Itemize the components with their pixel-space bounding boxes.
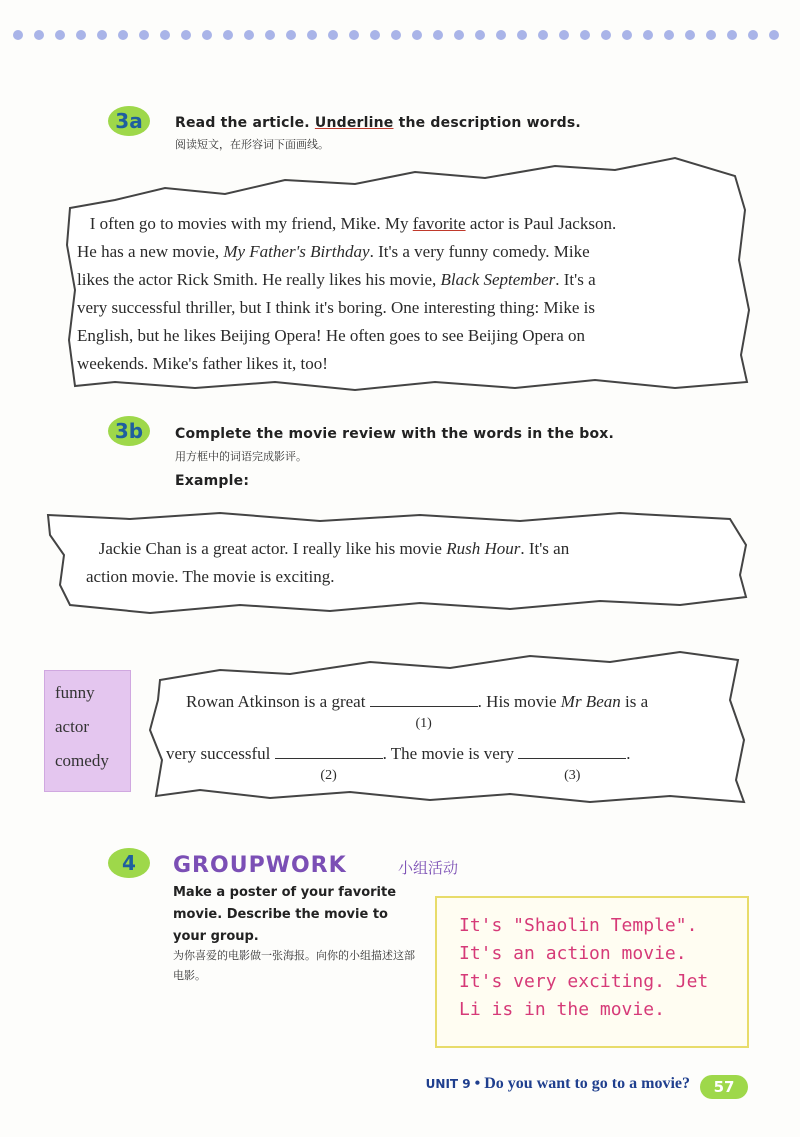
decorative-dot-border [10,28,790,42]
review-line-1-a: Rowan Atkinson is a great [186,692,370,711]
example-text [86,535,746,591]
instruction-3a [175,115,581,131]
decorative-dot [517,30,527,40]
example-line-2: action movie. The movie is exciting. [86,567,335,586]
decorative-dot [706,30,716,40]
movie-title-rush-hour: Rush Hour [446,539,521,558]
article-line-5: English, but he likes Beijing Opera! He often goes to see Beijing Opera on [77,326,585,345]
groupwork-title: GROUPWORK [173,853,347,878]
blank-1[interactable] [370,690,478,731]
decorative-dot [181,30,191,40]
decorative-dot [664,30,674,40]
review-line-1-b: . His movie [477,692,561,711]
decorative-dot [307,30,317,40]
decorative-dot [601,30,611,40]
decorative-dot [34,30,44,40]
decorative-dot [412,30,422,40]
groupwork-description-cn: 为你喜爱的电影做一张海报。向你的小组描述这部电影。 [173,949,415,982]
word-box-item-funny: funny [55,683,95,702]
decorative-dot [769,30,779,40]
decorative-dot [265,30,275,40]
decorative-dot [13,30,23,40]
article-line-2 [77,238,742,266]
instruction-3a-before: Read the article. [175,115,315,131]
article-line-3-a: likes the actor Rick Smith. He really likes his movie, [77,270,441,289]
decorative-dot [433,30,443,40]
example-paper [40,505,760,630]
review-line-2-b: . The movie is very [382,744,519,763]
blank-3-number: (3) [564,768,581,783]
decorative-dot [328,30,338,40]
decorative-dot [622,30,632,40]
exercise-badge-4: 4 [108,848,150,878]
decorative-dot [97,30,107,40]
article-text [77,210,742,378]
decorative-dot [244,30,254,40]
instruction-3b-cn: 用方框中的词语完成影评。 [175,450,307,463]
article-line-3-b: . It's a [555,270,596,289]
instruction-3a-cn: 阅读短文，在形容词下面画线。 [175,138,329,151]
article-line-6: weekends. Mike's father likes it, too! [77,354,328,373]
word-box [44,670,131,792]
poster-example [435,896,749,1048]
article-line-1-a: I often go to movies with my friend, Mike. My [89,214,413,233]
instruction-3b: Complete the movie review with the words in the box. [175,426,615,442]
footer-title: Do you want to go to a movie? [484,1075,690,1092]
example-label: Example: [175,473,250,489]
review-line-1 [186,688,746,731]
article-line-1-b: actor is Paul Jackson. [465,214,617,233]
word-box-item-comedy: comedy [55,751,109,770]
blank-2-number: (2) [320,768,337,783]
poster-text: It's "Shaolin Temple". It's an action movie. It's very exciting. Jet Li is in the movie. [459,915,709,1020]
decorative-dot [139,30,149,40]
blank-3[interactable] [518,742,626,783]
decorative-dot [118,30,128,40]
decorative-dot [727,30,737,40]
decorative-dot [685,30,695,40]
instruction-3a-after: the description words. [393,115,581,131]
footer-running-title [426,1075,690,1093]
decorative-dot [202,30,212,40]
article-line-2-a: He has a new movie, [77,242,224,261]
article-line-2-b: . It's a very funny comedy. Mike [369,242,590,261]
decorative-dot [55,30,65,40]
decorative-dot [748,30,758,40]
review-line-1-c: is a [620,692,649,711]
decorative-dot [391,30,401,40]
article-line-1 [77,210,742,238]
article-paper [55,150,755,395]
review-line-2-a: very successful [166,744,275,763]
decorative-dot [475,30,485,40]
decorative-dot [160,30,170,40]
footer-bullet: • [474,1075,481,1092]
underlined-word-favorite: favorite [412,214,466,233]
decorative-dot [538,30,548,40]
decorative-dot [349,30,359,40]
movie-title-my-fathers-birthday: My Father's Birthday [223,242,370,261]
example-line-1-b: . It's an [520,539,570,558]
blank-1-number: (1) [415,716,432,731]
blank-2[interactable] [275,742,383,783]
page-number: 57 [700,1075,748,1099]
exercise-badge-3a: 3a [108,106,150,136]
example-line-1 [86,535,746,563]
decorative-dot [643,30,653,40]
movie-title-mr-bean: Mr Bean [560,692,621,711]
groupwork-title-cn: 小组活动 [398,859,459,877]
decorative-dot [223,30,233,40]
review-line-2-c: . [626,744,631,763]
review-paper [140,640,760,810]
decorative-dot [454,30,464,40]
decorative-dot [286,30,296,40]
groupwork-description: Make a poster of your favorite movie. Describe the movie to your group. [173,885,397,944]
instruction-3a-underlined: Underline [314,115,394,131]
word-box-item-actor: actor [55,717,89,736]
decorative-dot [496,30,506,40]
decorative-dot [580,30,590,40]
footer-unit: UNIT 9 [425,1077,471,1091]
movie-title-black-september: Black September [440,270,556,289]
decorative-dot [370,30,380,40]
decorative-dot [559,30,569,40]
decorative-dot [76,30,86,40]
example-line-1-a: Jackie Chan is a great actor. I really like his movie [98,539,447,558]
review-line-2 [166,740,736,783]
exercise-badge-3b: 3b [108,416,150,446]
article-line-3 [77,266,742,294]
article-line-4: very successful thriller, but I think it's boring. One interesting thing: Mike is [77,298,595,317]
